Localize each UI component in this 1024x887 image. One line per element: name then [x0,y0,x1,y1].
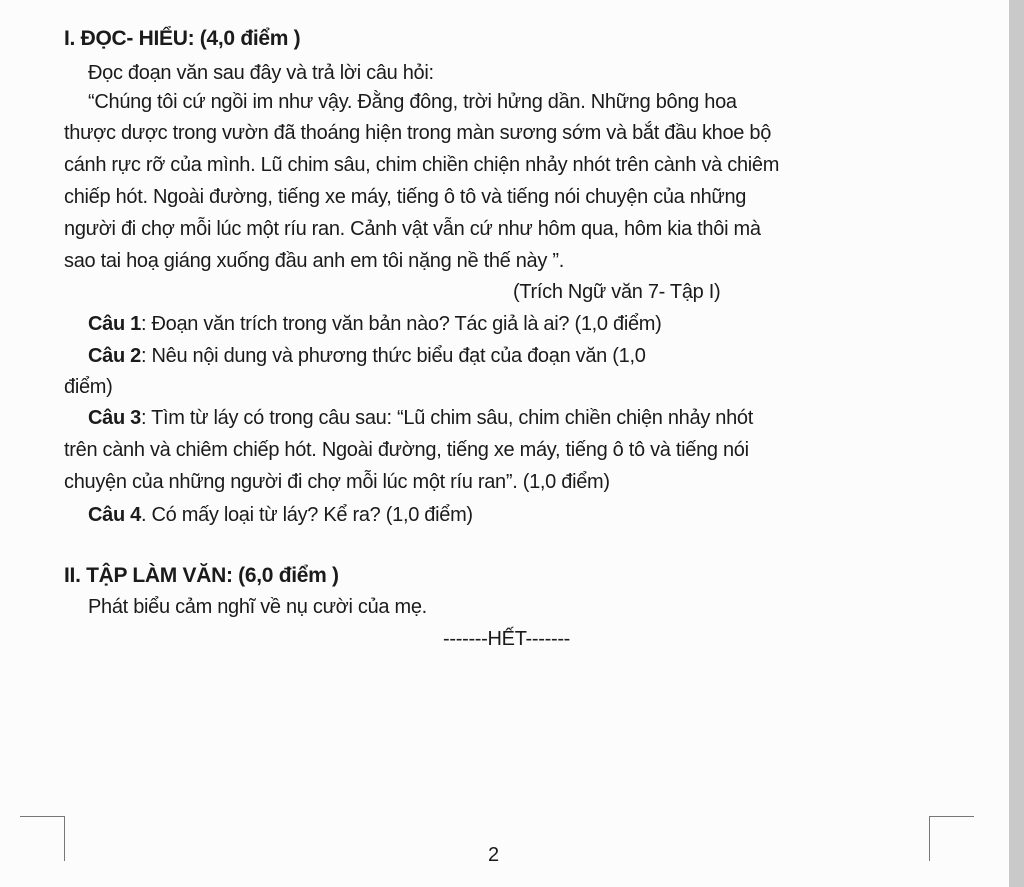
passage-line: “Chúng tôi cứ ngồi im như vậy. Đằng đông, trời hửng dần. Những bông hoa [88,91,737,113]
crop-mark-left [20,816,65,861]
question-text-continued: chuyện của những người đi chợ mỗi lúc một ríu ran”. (1,0 điểm) [64,471,610,493]
passage-line: thược dược trong vườn đã thoáng hiện trong màn sương sớm và bắt đầu khoe bộ [64,122,772,144]
section1-instruction: Đọc đoạn văn sau đây và trả lời câu hỏi: [88,62,434,84]
question-3 [88,405,753,431]
question-1 [88,311,662,337]
section2-heading: II. TẬP LÀM VĂN: (6,0 điểm ) [64,564,339,587]
section2-prompt: Phát biểu cảm nghĩ về nụ cười của mẹ. [88,596,427,618]
question-label: Câu 4 [88,504,141,526]
question-2 [88,343,646,369]
end-mark: -------HẾT------- [443,628,571,650]
page-number: 2 [488,844,499,866]
question-text: : Tìm từ láy có trong câu sau: “Lũ chim sâu, chim chiền chiện nhảy nhót [140,407,753,429]
question-label: Câu 1 [88,313,141,335]
section1-heading: I. ĐỌC- HIỂU: (4,0 điểm ) [64,27,301,50]
question-text-continued: điểm) [64,376,113,398]
question-text-continued: trên cành và chiêm chiếp hót. Ngoài đường, tiếng xe máy, tiếng ô tô và tiếng nói [64,439,749,461]
page-edge-shadow [1009,0,1024,887]
question-text: . Có mấy loại từ láy? Kể ra? (1,0 điểm) [140,504,473,526]
question-label: Câu 2 [88,345,141,367]
question-4 [88,502,473,528]
question-text: : Nêu nội dung và phương thức biểu đạt của đoạn văn (1,0 [140,345,646,367]
passage-source: (Trích Ngữ văn 7- Tập I) [513,281,721,303]
passage-line: chiếp hót. Ngoài đường, tiếng xe máy, tiếng ô tô và tiếng nói chuyện của những [64,186,747,208]
passage-line: người đi chợ mỗi lúc một ríu ran. Cảnh vật vẫn cứ như hôm qua, hôm kia thôi mà [64,218,761,240]
question-text: : Đoạn văn trích trong văn bản nào? Tác giả là ai? (1,0 điểm) [140,313,662,335]
question-label: Câu 3 [88,407,141,429]
passage-line: sao tai hoạ giáng xuống đầu anh em tôi nặng nề thế này ”. [64,250,564,272]
crop-mark-right [929,816,974,861]
passage-line: cánh rực rỡ của mình. Lũ chim sâu, chim chiền chiện nhảy nhót trên cành và chiêm [64,154,780,176]
